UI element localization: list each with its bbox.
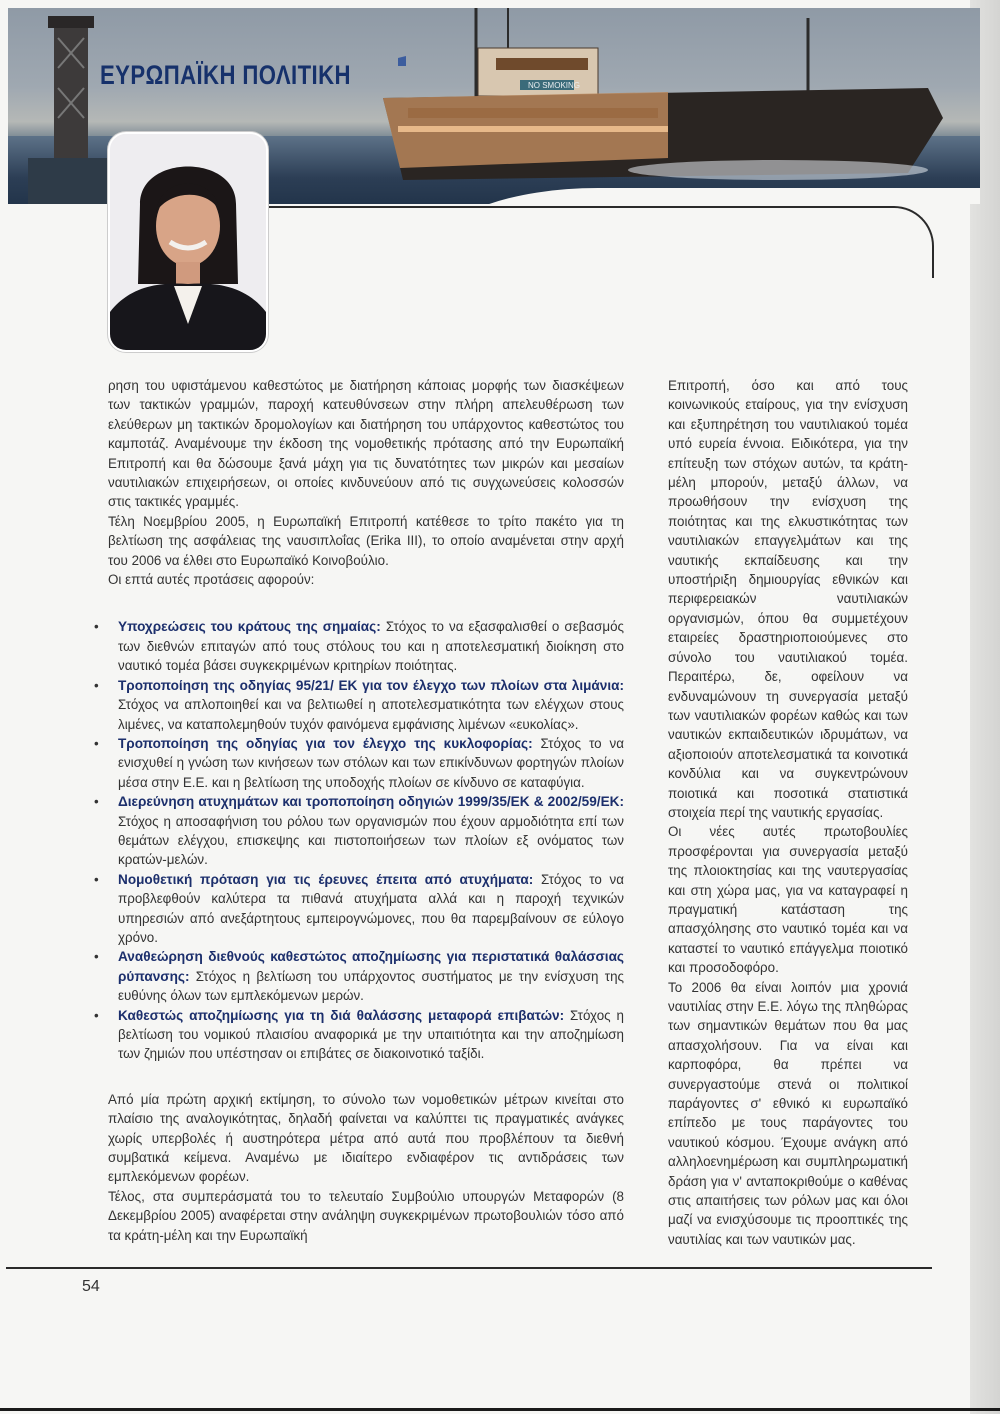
proposal-heading: Αναθεώρηση διεθνούς καθεστώτος αποζημίωσης για περιστατικά θαλάσσιας ρύπανσης: <box>118 949 624 984</box>
no-smoking-sign: NO SMOKING <box>528 81 581 90</box>
wake-foam <box>628 160 928 180</box>
bullet-icon: • <box>94 794 99 810</box>
proposals-list <box>94 617 624 1063</box>
page-number: 54 <box>82 1278 100 1295</box>
bullet-icon: • <box>94 1007 99 1023</box>
list-item <box>94 734 624 792</box>
proposal-text: Στόχος η βελτίωση του υπάρχοντος συστήματος με την ενίσχυση της ευθύνης όλων των εμπλεκόμενων μερών. <box>118 968 624 1004</box>
list-item <box>94 617 624 675</box>
list-item <box>94 870 624 948</box>
page-edge <box>970 0 1000 1414</box>
right-column <box>668 376 908 1249</box>
bullet-icon: • <box>94 677 99 693</box>
proposal-heading: Καθεστώς αποζημίωσης για τη διά θαλάσσης μεταφορά επιβατών: <box>118 1007 565 1023</box>
list-item <box>94 947 624 1005</box>
left-column <box>94 376 624 1245</box>
bullet-icon: • <box>94 871 99 887</box>
bullet-icon: • <box>94 619 99 635</box>
proposal-heading: Τροποποίηση της οδηγίας 95/21/ ΕΚ για τον έλεγχο των πλοίων στα λιμάνια: <box>118 677 624 693</box>
closing-paragraph: Τέλος, στα συμπεράσματά του το τελευταίο Συμβούλιο υπουργών Μεταφορών (8 Δεκεμβρίου 2005) αναφέρεται στην ανάληψη συγκεκριμένων πρωτοβουλιών τόσο από τα κράτη-μέλη και την Ευρωπαϊκή <box>108 1188 624 1243</box>
right-paragraph: Επιτροπή, όσο και από τους κοινωνικούς εταίρους, για την ενίσχυση και εξυπηρέτηση του ναυτιλιακού τομέα υπό ευρεία έννοια. Ειδικότερα, για την επίτευξη των στόχων αυτών, τα κράτη-μέλη μπορούν, μεταξύ άλλων, να προωθήσουν την ενίσχυση της ποιότητας και της ελκυστικότητας των ναυτιλιακών επαγγελμάτων και της ναυτικής εκπαίδευσης και την υποστήριξη δημιουργίας εθνικών και περιφερειακών ναυτιλιακών οργανισμών, όπου θα συμμετέχουν εταιρείες δραστηριοποιούμενες στο σύνολο του ναυτιλιακού τομέα. Περαιτέρω, δε, οφείλουν να ενδυναμώνουν τη συνεργασία μεταξύ των ναυτιλιακών φορέων καθώς και των ναυτικών εκπαιδευτικών ιδρυμάτων, να αξιοποιούν αποτελεσματικά τα κοινοτικά κονδύλια και να συγκεντρώνουν ποιοτικά και ποσοτικά στατιστικά στοιχεία περί της ναυτικής εργασίας. <box>668 378 908 820</box>
proposal-heading: Υποχρεώσεις του κράτους της σημαίας: <box>118 619 381 635</box>
content-frame <box>262 206 934 278</box>
proposal-heading: Διερεύνηση ατυχημάτων και τροποποίηση οδηγιών 1999/35/ΕΚ & 2002/59/ΕΚ: <box>118 794 624 810</box>
list-item <box>94 676 624 734</box>
proposal-text: Στόχος να απλοποιηθεί και να βελτιωθεί η αποτελεσματικότητα των ελέγχων στους λιμένες, να καταπολεμηθούν τυχόν φαινόμενα εμφάνισης λιμένων «ευκολίας». <box>118 697 624 732</box>
proposal-text: Στόχος το να προβλεφθούν καλύτερα τα πιθανά ατυχήματα αλλά και η παροχή τεχνικών υπηρεσιών από ανεξάρτητους εμπειρογνώμονες, που θα παρεμβαίνουν σε εύλογο χρόνο. <box>118 871 624 945</box>
proposal-heading: Τροποποίηση της οδηγίας για τον έλεγχο της κυκλοφορίας: <box>118 735 533 751</box>
bottom-rule <box>0 1408 1000 1411</box>
author-portrait <box>108 132 268 352</box>
proposal-text: Στόχος η αποσαφήνιση του ρόλου των οργανισμών που έχουν αρμοδιότητα επί των θεμάτων ελέγχου, επισκεψης και πιστοποιήσεων των πλοίων εξ ονόματος των κρατών-μελών. <box>118 813 624 868</box>
proposal-heading: Νομοθετική πρόταση για τις έρευνες έπειτα από ατυχήματα: <box>118 871 534 887</box>
intro-paragraph: Οι επτά αυτές προτάσεις αφορούν: <box>108 572 315 588</box>
bullet-icon: • <box>94 949 99 965</box>
proposal-text: Στόχος το να εξασφαλισθεί ο σεβασμός των διεθνών επιταγών από τους στόλους του και η αποτελεσματική διοίκηση στο ναυτικό τομέα βάσει συγκεκριμένων κριτηρίων ποιότητας. <box>118 619 624 674</box>
proposal-text: Στόχος το να ενισχυθεί η γνώση των κινήσεων των στόλων και των επικίνδυνων φορτηγών πλοίων μέσα στην Ε.Ε. και η βελτίωση της υποδοχής πλοίων σε κίνδυνο σε καταφύγια. <box>118 735 624 790</box>
section-title: ΕΥΡΩΠΑΪΚΗ ΠΟΛΙΤΙΚΗ <box>100 60 351 90</box>
proposal-text: Στόχος η βελτίωση του νομικού πλαισίου αναφορικά με την υπαιτιότητα και την αποζημίωση των ζημιών που υπέστησαν οι επιβάτες σε διακοινοτικό ταξίδι. <box>118 1007 624 1062</box>
bullet-icon: • <box>94 735 99 751</box>
right-paragraph: Το 2006 θα είναι λοιπόν μια χρονιά ναυτιλίας στην Ε.Ε. λόγω της πληθώρας των σημαντικών θεμάτων που θα μας απασχολήσουν. Για να είναι και καρποφόρα, θα πρέπει να συνεργαστούμε στενά οι πολιτικοί παράγοντες σ' εθνικό κι ευρωπαϊκό επίπεδο με τους παράγοντες του ναυτικού κόσμου. Έχουμε ανάγκη από αλληλοενημέρωση και συμπληρωματική δράση για ν' ανταποκριθούμε ο καθένας στις απαιτήσεις των ρόλων μας και όλοι μαζί να ενισχύσουμε τις προοπτικές της ναυτιλίας και των ναυτικών μας. <box>668 979 908 1247</box>
list-item <box>94 1006 624 1064</box>
footer-rule <box>6 1267 932 1269</box>
intro-paragraph: Τέλη Νοεμβρίου 2005, η Ευρωπαϊκή Επιτροπή κατέθεσε το τρίτο πακέτο για τη βελτίωση της ασφάλειας της ναυσιπλοΐας (Erika III), το οποίο αναμένεται στην αρχή του 2006 να έλθει στο Ευρωπαϊκό Κοινοβούλιο. <box>108 513 624 568</box>
closing-paragraph: Από μία πρώτη αρχική εκτίμηση, το σύνολο των νομοθετικών μέτρων κινείται στο πλαίσιο της αναλογικότητας, δηλαδή φαίνεται να καλύπτει τις πραγματικές ανάγκες χωρίς υπερβολές ή αυστηρότερα μέτρα από αυτά που προβλέπουν τα διεθνή συμβατικά κείμενα. Αναμένω με ιδιαίτερο ενδιαφέρον τις αντιδράσεις των εμπλεκόμενων φορέων. <box>108 1091 624 1185</box>
list-item <box>94 792 624 870</box>
right-paragraph: Οι νέες αυτές πρωτοβουλίες προσφέρονται για συνεργασία μεταξύ της πλοιοκτησίας και της ναυτεργασίας και στη χώρα μας, για να καταγραφεί η πραγματική κατάσταση της απασχόλησης στο ναυτικό τομέα και να καταστεί το ναυτικό επάγγελμα ποιοτικό και προσοδοφόρο. <box>668 824 908 976</box>
intro-paragraph: ρηση του υφιστάμενου καθεστώτος με διατήρηση κάποιας μορφής των διασκέψεων των τακτικών γραμμών, παροχή κατευθύνσεων στην πλήρη απελευθέρωση των ελεύθερων μη τακτικών δρομολογίων και διατήρηση του υπάρχοντος καθεστώτος του καμποτάζ. Αναμένουμε την έκδοση της νομοθετικής πρότασης από την Ευρωπαϊκή Επιτροπή και θα δώσουμε ξανά μάχη για τις δυνατότητες των μικρών και μεσαίων ναυτιλιακών επιχειρήσεων, οι οποίες κινδυνεύουν από τις συγχωνεύσεις κολοσσών στις τακτικές γραμμές. <box>108 378 624 510</box>
